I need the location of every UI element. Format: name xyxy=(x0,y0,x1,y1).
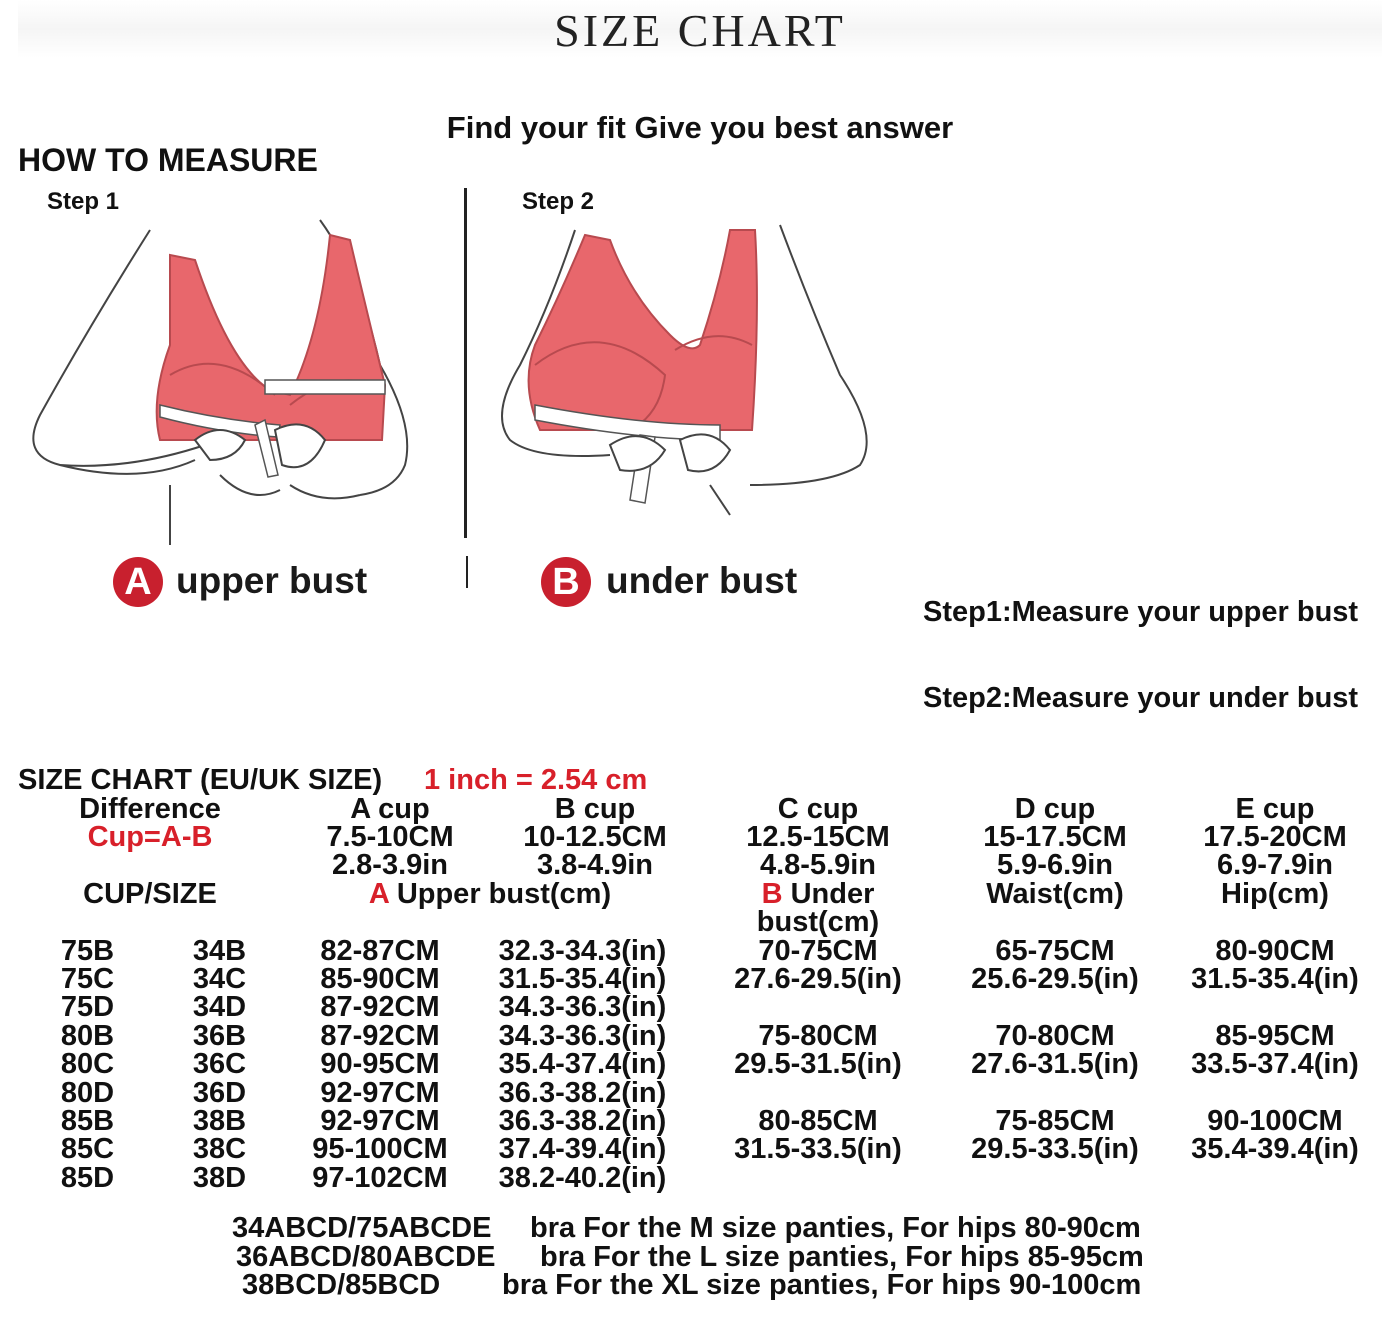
upper-cm: 92-97CM xyxy=(320,1105,440,1137)
eu-size: 75C xyxy=(60,963,115,995)
cup-e-in: 6.9-7.9in xyxy=(1216,849,1334,881)
upper-in: 37.4-39.4(in) xyxy=(498,1133,667,1165)
upper-bust-letter: A xyxy=(368,878,389,910)
uk-size: 34B xyxy=(192,935,247,967)
upper-cm: 92-97CM xyxy=(320,1077,440,1109)
cup-e-name: E cup xyxy=(1235,793,1315,825)
upper-in: 36.3-38.2(in) xyxy=(498,1105,667,1137)
cup-b-in: 3.8-4.9in xyxy=(536,849,654,881)
header-under-bust-2: bust(cm) xyxy=(756,906,880,938)
eu-size: 75B xyxy=(60,935,115,967)
header-waist: Waist(cm) xyxy=(986,878,1124,910)
upper-in: 35.4-37.4(in) xyxy=(498,1048,667,1080)
cup-d-cm: 15-17.5CM xyxy=(983,821,1127,853)
uk-size: 34C xyxy=(192,963,247,995)
under-bust-label: under bust xyxy=(606,560,798,601)
hip-in: 35.4-39.4(in) xyxy=(1191,1133,1359,1165)
upper-cm: 97-102CM xyxy=(312,1162,448,1194)
how-to-measure-heading: HOW TO MEASURE xyxy=(18,142,318,178)
under-in: 31.5-33.5(in) xyxy=(734,1133,902,1165)
upper-cm: 90-95CM xyxy=(320,1048,440,1080)
upper-in: 34.3-36.3(in) xyxy=(498,1020,667,1052)
uk-size: 38B xyxy=(192,1105,247,1137)
cup-a-in: 2.8-3.9in xyxy=(331,849,449,881)
step2-label: Step 2 xyxy=(522,188,595,215)
under-bust-text: Under xyxy=(790,878,875,910)
header-upper-bust xyxy=(330,880,650,908)
hip-cm: 90-100CM xyxy=(1207,1105,1343,1137)
under-cm: 70-75CM xyxy=(758,935,878,967)
upper-cm: 82-87CM xyxy=(320,935,440,967)
cup-c-name: C cup xyxy=(777,793,859,825)
waist-in: 25.6-29.5(in) xyxy=(971,963,1139,995)
uk-size: 34D xyxy=(192,991,247,1023)
waist-cm: 65-75CM xyxy=(995,935,1115,967)
uk-size: 38C xyxy=(192,1133,247,1165)
upper-in: 31.5-35.4(in) xyxy=(498,963,667,995)
upper-cm: 87-92CM xyxy=(320,1020,440,1052)
upper-cm: 95-100CM xyxy=(312,1133,448,1165)
hip-cm: 80-90CM xyxy=(1215,935,1335,967)
waist-in: 27.6-31.5(in) xyxy=(971,1048,1139,1080)
under-in: 29.5-31.5(in) xyxy=(734,1048,902,1080)
footer-size-3: 38BCD/85BCD xyxy=(242,1269,441,1301)
b-circle-icon: B xyxy=(541,557,591,607)
eu-size: 75D xyxy=(60,991,115,1023)
upper-in: 36.3-38.2(in) xyxy=(498,1077,667,1109)
footer-text-3: bra For the XL size panties, For hips 90-100cm xyxy=(502,1269,1142,1301)
uk-size: 36C xyxy=(192,1048,247,1080)
eu-size: 85D xyxy=(60,1162,115,1194)
eu-size: 80D xyxy=(60,1077,115,1109)
upper-cm: 85-90CM xyxy=(320,963,440,995)
upper-in: 32.3-34.3(in) xyxy=(498,935,667,967)
cup-d-in: 5.9-6.9in xyxy=(996,849,1114,881)
cup-e-cm: 17.5-20CM xyxy=(1203,821,1347,853)
step-divider xyxy=(464,188,467,538)
eu-size: 85C xyxy=(60,1133,115,1165)
cup-b-name: B cup xyxy=(554,793,636,825)
cup-a-name: A cup xyxy=(350,793,430,825)
upper-bust-label: upper bust xyxy=(176,560,368,601)
cup-a-cm: 7.5-10CM xyxy=(326,821,454,853)
eu-size: 85B xyxy=(60,1105,115,1137)
footer-text-2: bra For the L size panties, For hips 85-95cm xyxy=(540,1241,1144,1273)
step1-illustration xyxy=(20,215,430,545)
eu-size: 80B xyxy=(60,1020,115,1052)
footer-size-1: 34ABCD/75ABCDE xyxy=(232,1212,492,1244)
step2-illustration xyxy=(490,215,890,525)
header-hip: Hip(cm) xyxy=(1221,878,1329,910)
cup-b-cm: 10-12.5CM xyxy=(523,821,667,853)
uk-size: 36B xyxy=(192,1020,247,1052)
eu-size: 80C xyxy=(60,1048,115,1080)
upper-in: 34.3-36.3(in) xyxy=(498,991,667,1023)
waist-cm: 75-85CM xyxy=(995,1105,1115,1137)
upper-bust-text: Upper bust(cm) xyxy=(396,878,612,910)
step1-instruction: Step1:Measure your upper bust xyxy=(923,596,1359,628)
upper-cm: 87-92CM xyxy=(320,991,440,1023)
upper-in: 38.2-40.2(in) xyxy=(498,1162,667,1194)
hip-in: 33.5-37.4(in) xyxy=(1191,1048,1359,1080)
step2-instruction: Step2:Measure your under bust xyxy=(923,682,1359,714)
a-circle-icon: A xyxy=(113,557,163,607)
header-cup-size: CUP/SIZE xyxy=(83,878,217,910)
conversion-note: 1 inch = 2.54 cm xyxy=(424,764,648,796)
hip-cm: 85-95CM xyxy=(1215,1020,1335,1052)
footer-size-2: 36ABCD/80ABCDE xyxy=(236,1241,496,1273)
footer-text-1: bra For the M size panties, For hips 80-90cm xyxy=(530,1212,1141,1244)
hip-in: 31.5-35.4(in) xyxy=(1191,963,1359,995)
under-cm: 75-80CM xyxy=(758,1020,878,1052)
step1-label: Step 1 xyxy=(47,188,120,215)
difference-label: Difference xyxy=(79,793,221,825)
uk-size: 38D xyxy=(192,1162,247,1194)
under-cm: 80-85CM xyxy=(758,1105,878,1137)
cup-formula: Cup=A-B xyxy=(87,821,213,853)
chart-heading: SIZE CHART (EU/UK SIZE) xyxy=(18,764,383,796)
page-title: SIZE CHART xyxy=(554,5,846,56)
under-bust-letter: B xyxy=(761,878,783,910)
uk-size: 36D xyxy=(192,1077,247,1109)
cup-c-in: 4.8-5.9in xyxy=(759,849,877,881)
under-in: 27.6-29.5(in) xyxy=(734,963,902,995)
label-divider xyxy=(466,556,468,588)
cup-d-name: D cup xyxy=(1014,793,1096,825)
subtitle: Find your fit Give you best answer xyxy=(446,110,954,145)
header-under-bust xyxy=(718,880,918,908)
waist-cm: 70-80CM xyxy=(995,1020,1115,1052)
cup-c-cm: 12.5-15CM xyxy=(746,821,890,853)
waist-in: 29.5-33.5(in) xyxy=(971,1133,1139,1165)
